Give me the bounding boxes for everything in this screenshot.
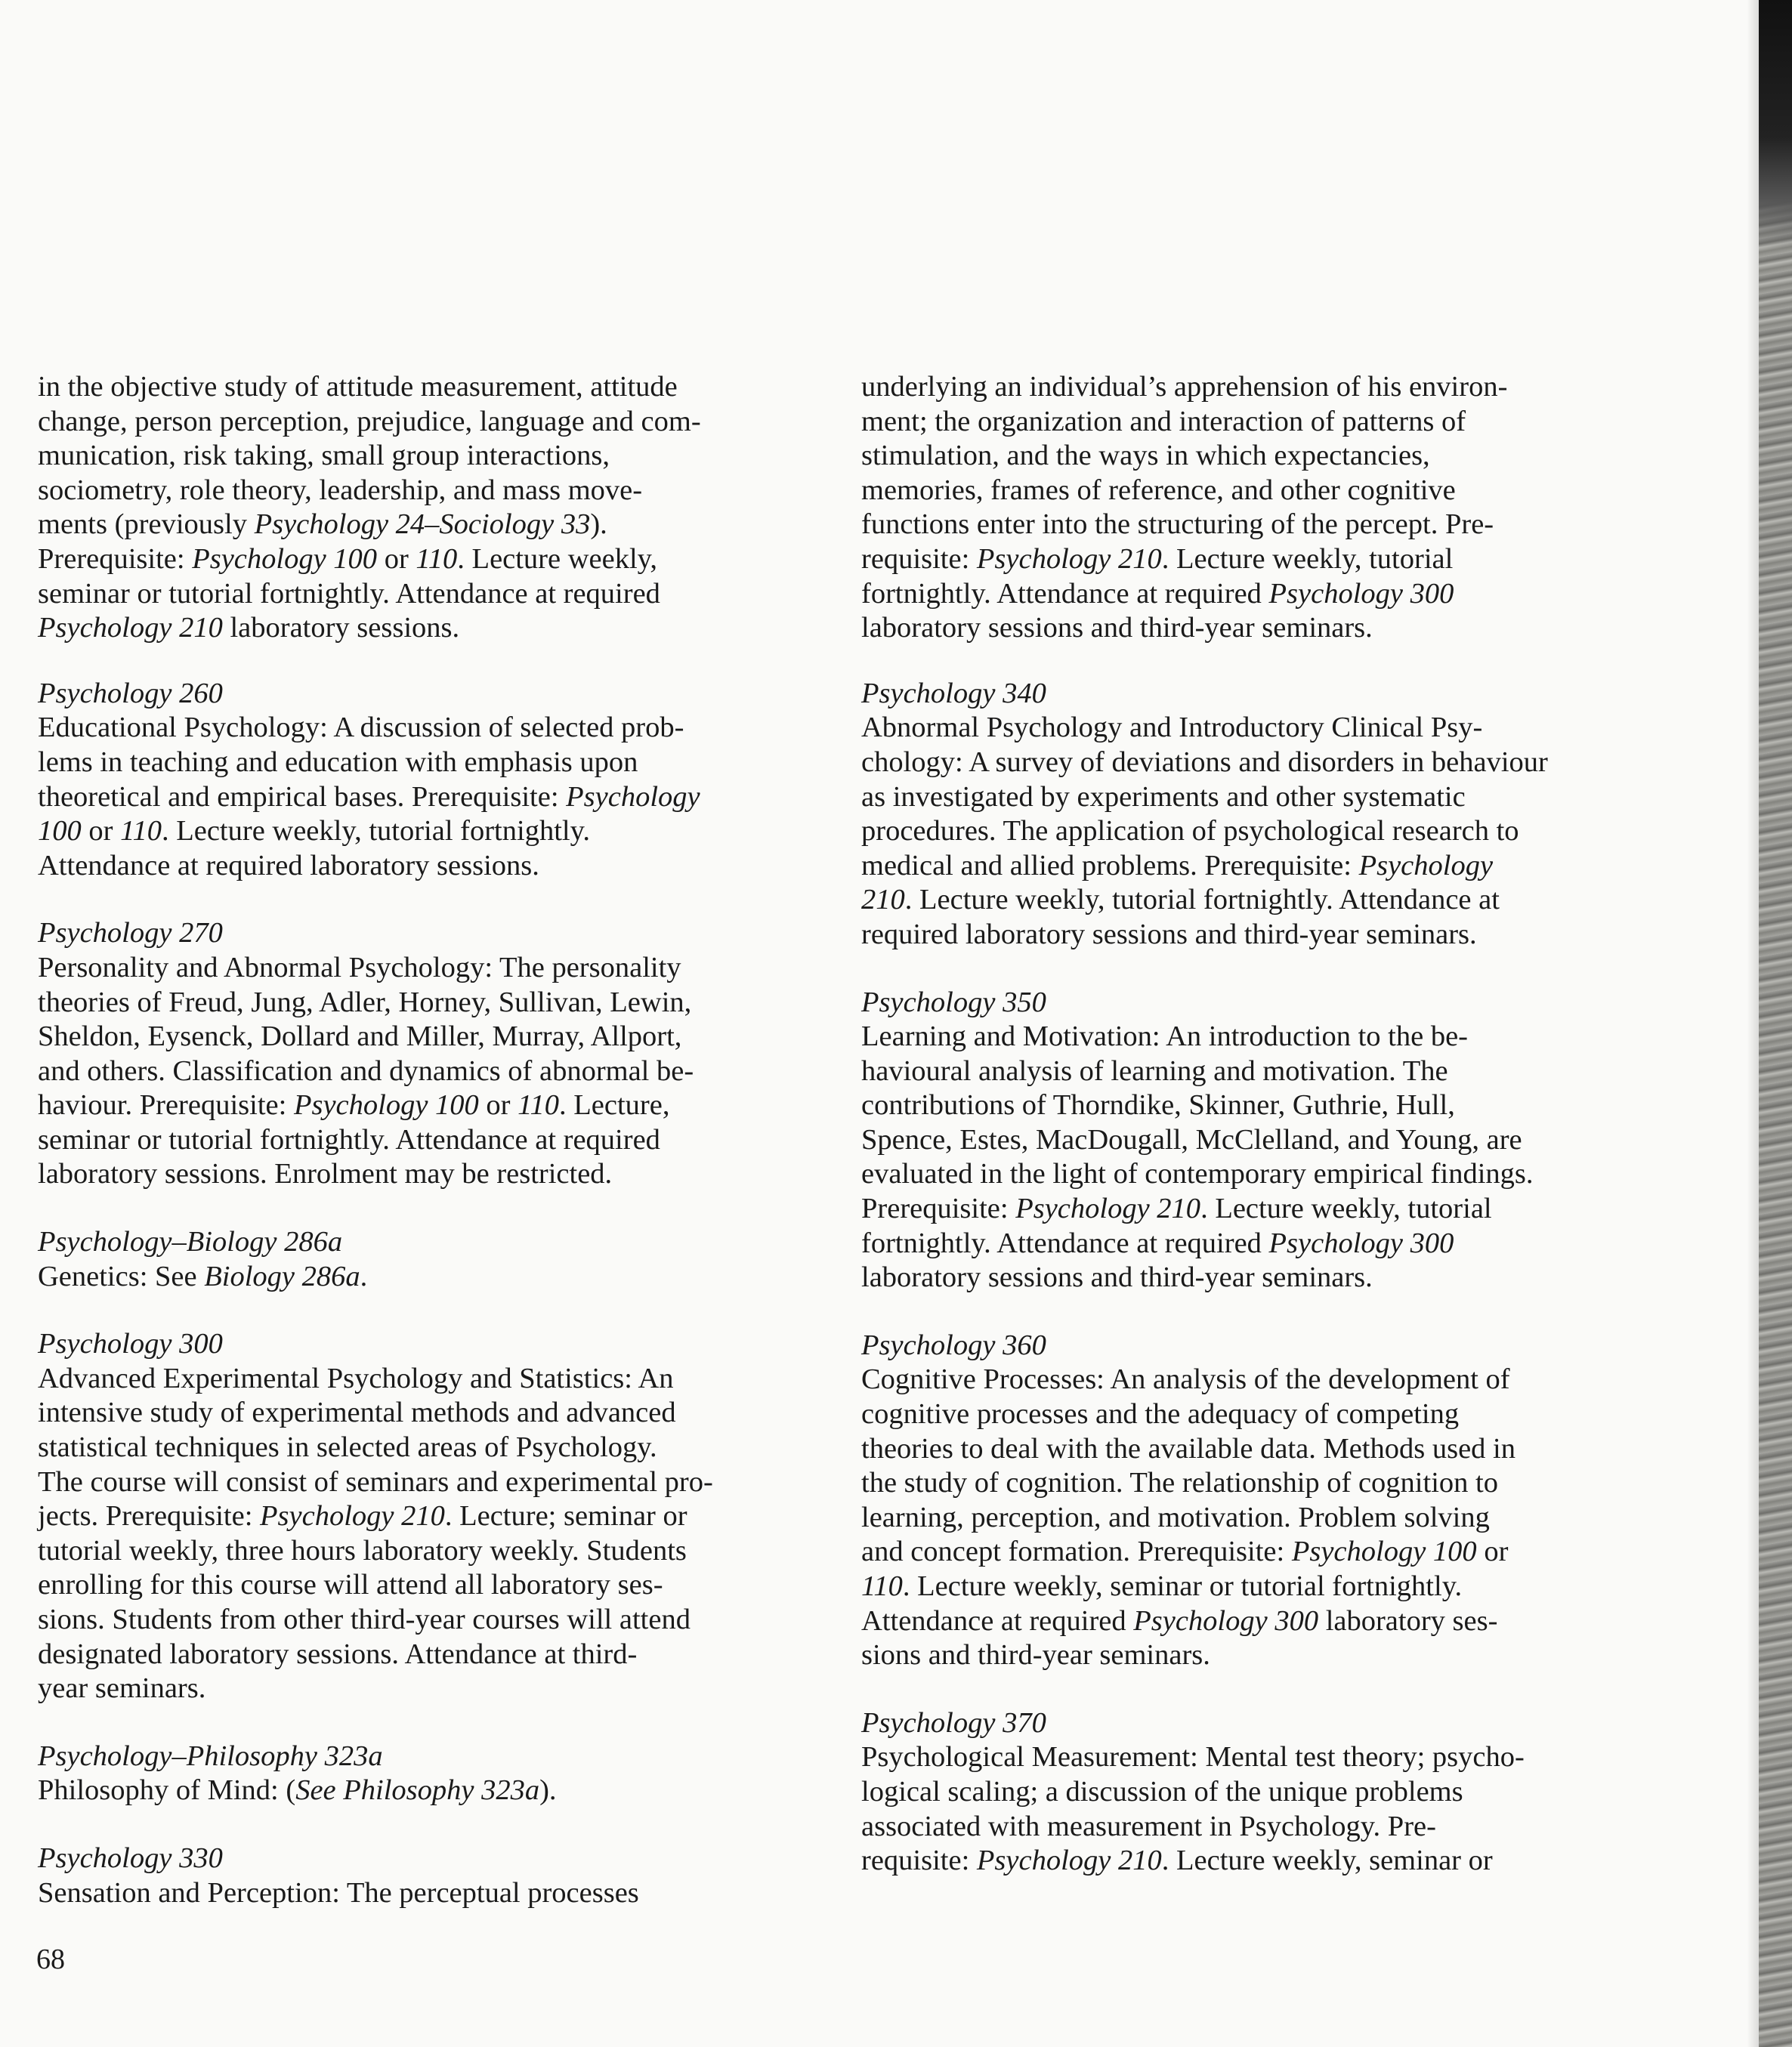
text-run: and concept formation. Prerequisite: [861,1536,1292,1568]
course-reference: Psychology 300 [1268,1227,1454,1259]
text-line [861,1227,1655,1261]
text-line [38,1774,823,1808]
course-reference: Psychology 210 [38,612,223,644]
text-line: procedures. The application of psychological research to [861,815,1519,848]
course-entry [861,677,1655,952]
text-line [38,508,823,542]
text-line: havioural analysis of learning and motivation. The [861,1054,1448,1087]
text-line: Sensation and Perception: The perceptual processes [38,1876,639,1909]
text-run: . Lecture weekly, tutorial [1200,1193,1492,1225]
course-entry [38,1327,823,1706]
course-code: Psychology 350 [861,986,1046,1018]
text-run: Prerequisite: [38,542,193,575]
text-line: functions enter into the structuring of the percept. Pre- [861,508,1494,541]
text-run: medical and allied problems. Prerequisite: [861,849,1359,881]
text-run: . Lecture weekly, tutorial fortnightly. [161,815,590,848]
text-line: and others. Classification and dynamics of abnormal be- [38,1054,694,1087]
text-run: theoretical and empirical bases. Prerequisite: [38,780,567,813]
course-entry [38,1225,823,1294]
text-line: logical scaling; a discussion of the unique problems [861,1775,1463,1808]
text-line: cognitive processes and the adequacy of competing [861,1398,1460,1431]
text-line: associated with measurement in Psychology. Pre- [861,1810,1436,1842]
course-entry [861,1329,1655,1673]
text-run: ). [539,1774,557,1807]
text-line: lems in teaching and education with emphasis upon [38,746,638,778]
course-reference: Psychology 300 [1133,1604,1319,1637]
text-line [38,1088,823,1123]
text-line: learning, perception, and motivation. Problem solving [861,1501,1490,1533]
continued-course-text [861,370,1655,646]
text-line [38,780,823,815]
course-reference: Psychology [566,780,700,813]
course-reference: 110 [861,1570,903,1602]
text-line: Sheldon, Eysenck, Dollard and Miller, Murray, Allport, [38,1020,682,1053]
text-line: statistical techniques in selected areas of Psychology. [38,1431,657,1464]
dark-page-corner [1759,0,1792,249]
text-line [38,1499,823,1534]
textured-page-edge [1759,0,1792,2047]
course-reference: Psychology 210 [976,1845,1162,1877]
text-line: Advanced Experimental Psychology and Statistics: An [38,1362,674,1394]
text-line: tutorial weekly, three hours laboratory weekly. Students [38,1534,687,1567]
course-reference: 100 [38,815,82,848]
course-entry [38,1740,823,1808]
text-run: . [360,1260,368,1292]
text-line [861,883,1655,918]
course-code: Psychology 300 [38,1328,223,1360]
text-line [38,1260,823,1295]
text-line: underlying an individual’s apprehension of his environ- [861,371,1508,403]
text-run: jects. Prerequisite: [38,1500,261,1533]
text-line: munication, risk taking, small group interactions, [38,440,610,472]
course-entry [38,1842,823,1910]
course-entry [38,916,823,1192]
text-run: Genetics: See [38,1260,205,1292]
text-line: enrolling for this course will attend all laboratory ses- [38,1569,663,1601]
text-run: haviour. Prerequisite: [38,1089,294,1122]
text-line: laboratory sessions. Enrolment may be restricted. [38,1158,613,1190]
text-line: laboratory sessions and third-year seminars. [861,1261,1373,1294]
course-reference: Psychology 210 [260,1500,445,1533]
course-reference: Psychology 300 [1268,577,1454,610]
course-reference: 110 [518,1089,560,1122]
text-line: Psychological Measurement: Mental test theory; psycho- [861,1741,1525,1774]
text-run: ). [590,508,607,541]
text-run: . Lecture weekly, tutorial fortnightly. Attendance at [904,884,1500,916]
text-run: requisite: [861,542,977,575]
text-line [861,1570,1655,1604]
text-line [38,542,823,577]
course-entry [38,677,823,884]
text-line: as investigated by experiments and other systematic [861,780,1466,813]
text-run: . Lecture weekly, seminar or [1161,1845,1493,1877]
course-code: Psychology–Biology 286a [38,1226,343,1258]
text-run: laboratory ses- [1318,1604,1498,1637]
text-run: . Lecture weekly, tutorial [1161,542,1454,575]
text-line: Educational Psychology: A discussion of selected prob- [38,712,684,744]
text-line [861,1192,1655,1227]
course-entry [861,986,1655,1295]
course-reference: See Philosophy 323a [295,1774,540,1807]
course-code: Psychology 370 [861,1706,1046,1739]
page-gutter-shadow [1747,0,1759,2047]
text-line: ment; the organization and interaction of patterns of [861,405,1466,437]
text-line: change, person perception, prejudice, language and com- [38,405,701,437]
text-run: . Lecture weekly, seminar or tutorial fortnightly. [902,1570,1463,1602]
text-line: Attendance at required laboratory sessions. [38,849,539,881]
text-line: required laboratory sessions and third-year seminars. [861,918,1477,950]
course-code: Psychology 270 [38,917,223,949]
text-line: memories, frames of reference, and other cognitive [861,474,1456,506]
text-line: Personality and Abnormal Psychology: The personality [38,951,681,983]
text-line: theories of Freud, Jung, Adler, Horney, Sullivan, Lewin, [38,986,692,1018]
course-code: Psychology 360 [861,1329,1046,1361]
text-line [38,611,823,646]
course-reference: Psychology 210 [1015,1193,1201,1225]
text-run: . Lecture; seminar or [444,1500,687,1533]
course-reference: Psychology 24–Sociology 33 [254,508,591,541]
text-run: . Lecture, [559,1089,670,1122]
text-run: Philosophy of Mind: ( [38,1774,296,1807]
text-line: sions. Students from other third-year courses will attend [38,1604,691,1635]
course-code: Psychology 340 [861,677,1046,709]
course-reference: Psychology [1358,849,1494,881]
course-reference: 110 [120,815,162,848]
text-run: Prerequisite: [861,1193,1016,1225]
text-line: theories to deal with the available data. Methods used in [861,1432,1516,1465]
course-code: Psychology 330 [38,1842,223,1874]
text-line: designated laboratory sessions. Attendance at third- [38,1638,638,1670]
course-code: Psychology–Philosophy 323a [38,1740,383,1772]
course-reference: 210 [861,884,905,916]
text-line: laboratory sessions and third-year seminars. [861,612,1373,644]
course-reference: Biology 286a [204,1260,360,1292]
text-line: year seminars. [38,1672,206,1705]
text-run: ments (previously [38,508,255,541]
text-line: Spence, Estes, MacDougall, McClelland, and Young, are [861,1123,1522,1156]
text-line: the study of cognition. The relationship of cognition to [861,1467,1498,1499]
text-line: sociometry, role theory, leadership, and mass move- [38,474,643,506]
text-line [38,814,823,849]
right-column [861,370,1655,1912]
text-run: or [478,1089,518,1122]
text-line: seminar or tutorial fortnightly. Attendance at required [38,1123,660,1156]
text-run: laboratory sessions. [222,612,460,644]
course-reference: 110 [416,542,458,575]
text-line: in the objective study of attitude measurement, attitude [38,371,678,403]
page-number: 68 [36,1944,65,1975]
text-line: Cognitive Processes: An analysis of the development of [861,1363,1510,1396]
text-line [861,1535,1655,1570]
course-reference: Psychology 100 [1291,1536,1477,1568]
course-code: Psychology 260 [38,677,223,709]
text-line: stimulation, and the ways in which expectancies, [861,440,1430,472]
text-line: Learning and Motivation: An introduction to the be- [861,1020,1468,1053]
course-entry [861,1706,1655,1879]
text-line [861,1844,1655,1879]
text-run: fortnightly. Attendance at required [861,1227,1269,1259]
text-line: Abnormal Psychology and Introductory Clinical Psy- [861,712,1483,744]
continued-course-text [38,370,823,646]
text-run: Attendance at required [861,1604,1134,1637]
course-reference: Psychology 100 [293,1089,479,1122]
text-line [861,542,1655,577]
text-run: fortnightly. Attendance at required [861,577,1269,610]
course-reference: Psychology 100 [192,542,378,575]
text-run: . Lecture weekly, [457,542,658,575]
text-line: intensive study of experimental methods and advanced [38,1397,676,1429]
text-line [861,577,1655,612]
text-line [861,1604,1655,1639]
text-line: The course will consist of seminars and experimental pro- [38,1465,713,1498]
text-line [861,849,1655,884]
text-run: or [81,815,121,848]
text-run: or [377,542,416,575]
course-reference: Psychology 210 [976,542,1162,575]
text-line: seminar or tutorial fortnightly. Attendance at required [38,577,660,610]
text-line: evaluated in the light of contemporary empirical findings. [861,1158,1534,1190]
text-run: requisite: [861,1845,977,1877]
text-line: sions and third-year seminars. [861,1639,1210,1672]
text-run: or [1476,1536,1509,1568]
text-line: chology: A survey of deviations and disorders in behaviour [861,746,1548,778]
text-line: contributions of Thorndike, Skinner, Guthrie, Hull, [861,1089,1455,1122]
left-column [38,370,823,1944]
